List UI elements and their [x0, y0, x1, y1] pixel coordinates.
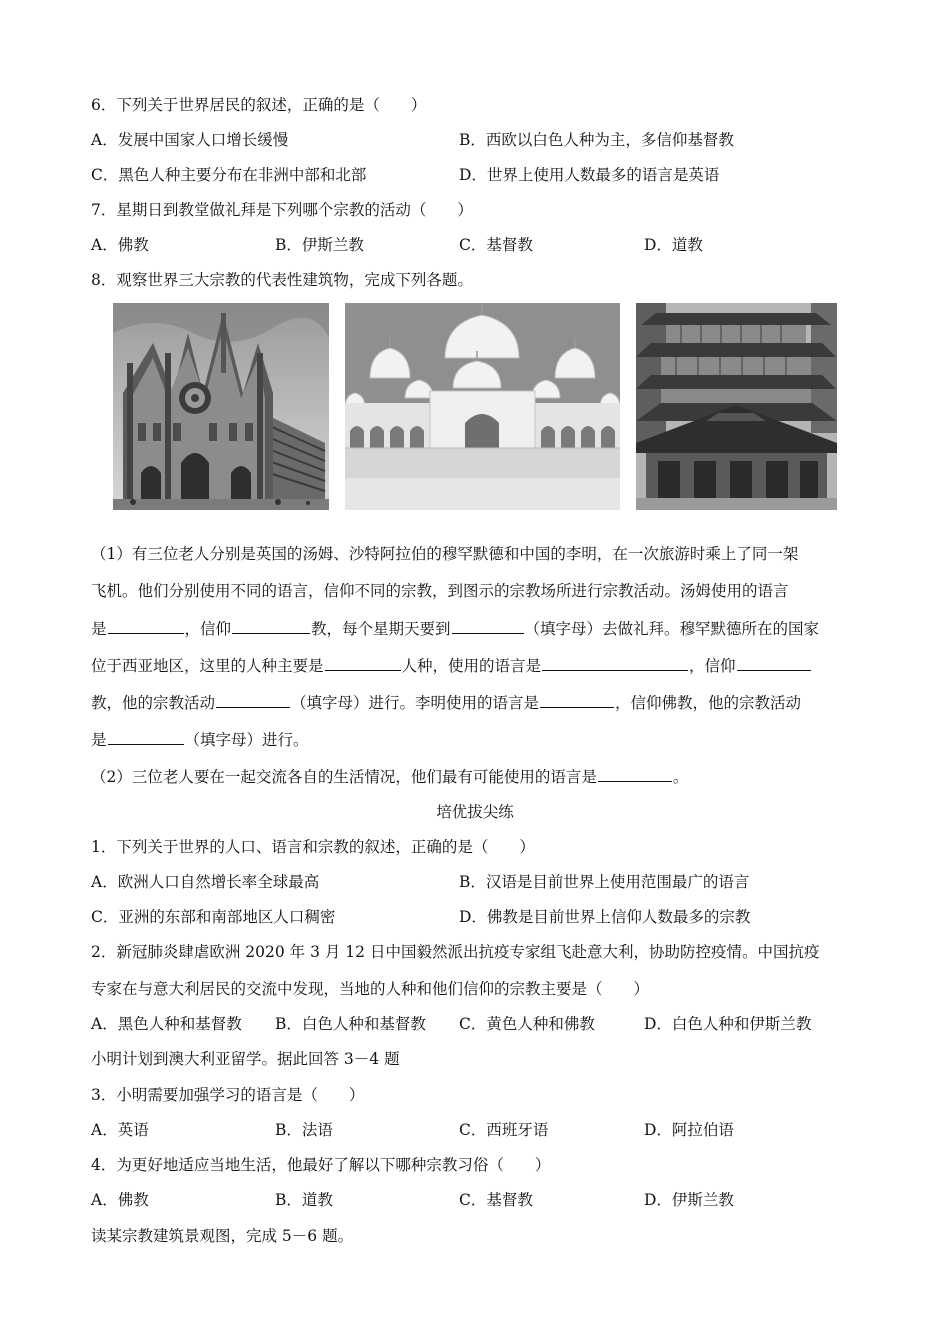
- e3-stem: 3．小明需要加强学习的语言是（ ）: [91, 1086, 365, 1104]
- q7-option-a: A．佛教: [91, 236, 149, 254]
- q6-option-d: D．世界上使用人数最多的语言是英语: [459, 166, 720, 184]
- answer-blank[interactable]: [325, 655, 401, 671]
- e1-option-b: B．汉语是目前世界上使用范围最广的语言: [459, 873, 750, 891]
- answer-blank[interactable]: [737, 655, 811, 671]
- e3-option-d: D．阿拉伯语: [644, 1121, 734, 1139]
- e4-option-b: B．道教: [275, 1191, 333, 1209]
- answer-blank[interactable]: [108, 729, 184, 745]
- q8-part1-line4: [91, 655, 812, 676]
- e1-option-c: C．亚洲的东部和南部地区人口稠密: [91, 908, 336, 926]
- text: 人种，使用的语言是: [401, 657, 542, 675]
- text: （填字母）进行。李明使用的语言是: [291, 694, 540, 712]
- e4-stem: 4．为更好地适应当地生活，他最好了解以下哪种宗教习俗（ ）: [91, 1156, 551, 1174]
- e2-option-b: B．白色人种和基督教: [275, 1015, 426, 1033]
- text: （填字母）进行。: [184, 731, 309, 749]
- section-title: 培优拔尖练: [436, 803, 514, 821]
- q8-part1-line1: （1）有三位老人分别是英国的汤姆、沙特阿拉伯的穆罕默德和中国的李明，在一次旅游时乘上了同一架: [91, 545, 799, 563]
- text: ，信仰: [184, 620, 232, 638]
- e4-option-c: C．基督教: [459, 1191, 533, 1209]
- text: 教，他的宗教活动: [91, 694, 216, 712]
- e2-line2: 专家在与意大利居民的交流中发现，当地的人种和他们信仰的宗教主要是（ ）: [91, 980, 650, 998]
- text: （填字母）去做礼拜。穆罕默德所在的国家: [524, 620, 820, 638]
- answer-blank[interactable]: [108, 618, 184, 634]
- mosque-photo: [345, 303, 620, 510]
- q8-stem: 8．观察世界三大宗教的代表性建筑物，完成下列各题。: [91, 271, 473, 289]
- text: ，信仰佛教，他的宗教活动: [615, 694, 802, 712]
- e2-option-c: C．黄色人种和佛教: [459, 1015, 595, 1033]
- text: 。: [672, 768, 689, 786]
- e3-option-a: A．英语: [91, 1121, 149, 1139]
- q7-option-d: D．道教: [644, 236, 703, 254]
- answer-blank[interactable]: [598, 766, 672, 782]
- e1-option-d: D．佛教是目前世界上信仰人数最多的宗教: [459, 908, 751, 926]
- text: 位于西亚地区，这里的人种主要是: [91, 657, 324, 675]
- e1-stem: 1．下列关于世界的人口、语言和宗教的叙述，正确的是（ ）: [91, 838, 535, 856]
- q8-part1-line3: [91, 618, 819, 639]
- e4-option-a: A．佛教: [91, 1191, 149, 1209]
- text: （2）三位老人要在一起交流各自的生活情况，他们最有可能使用的语言是: [91, 768, 597, 786]
- intro-3-4: 小明计划到澳大利亚留学。据此回答 3－4 题: [91, 1050, 400, 1068]
- e2-option-d: D．白色人种和伊斯兰教: [644, 1015, 812, 1033]
- q7-option-b: B．伊斯兰教: [275, 236, 364, 254]
- q8-part1-line2: 飞机。他们分别使用不同的语言，信仰不同的宗教，到图示的宗教场所进行宗教活动。汤姆使用的语言: [91, 582, 789, 600]
- answer-blank[interactable]: [540, 692, 614, 708]
- answer-blank[interactable]: [216, 692, 290, 708]
- temple-photo: [636, 303, 837, 510]
- cathedral-photo: [113, 303, 329, 510]
- text: 教，每个星期天要到: [311, 620, 451, 638]
- q7-option-c: C．基督教: [459, 236, 533, 254]
- q8-part2: [91, 766, 688, 787]
- text: ，信仰: [689, 657, 736, 675]
- e1-option-a: A．欧洲人口自然增长率全球最高: [91, 873, 320, 891]
- q6-option-a: A．发展中国家人口增长缓慢: [91, 131, 289, 149]
- text: 是: [91, 620, 107, 638]
- e3-option-c: C．西班牙语: [459, 1121, 549, 1139]
- e4-option-d: D．伊斯兰教: [644, 1191, 734, 1209]
- text: 是: [91, 731, 107, 749]
- q8-part1-line5: [91, 692, 801, 713]
- q6-option-c: C．黑色人种主要分布在非洲中部和北部: [91, 166, 367, 184]
- answer-blank[interactable]: [542, 655, 688, 671]
- e2-line1: 2．新冠肺炎肆虐欧洲 2020 年 3 月 12 日中国毅然派出抗疫专家组飞赴意大利，协助防控疫情。中国抗疫: [91, 943, 820, 961]
- e3-option-b: B．法语: [275, 1121, 333, 1139]
- q8-part1-line6: [91, 729, 309, 750]
- q6-option-b: B．西欧以白色人种为主，多信仰基督教: [459, 131, 734, 149]
- answer-blank[interactable]: [232, 618, 310, 634]
- e2-option-a: A．黑色人种和基督教: [91, 1015, 242, 1033]
- answer-blank[interactable]: [452, 618, 524, 634]
- q6-stem: 6．下列关于世界居民的叙述，正确的是（ ）: [91, 96, 427, 114]
- intro-5-6: 读某宗教建筑景观图，完成 5－6 题。: [91, 1227, 354, 1245]
- q7-stem: 7．星期日到教堂做礼拜是下列哪个宗教的活动（ ）: [91, 201, 473, 219]
